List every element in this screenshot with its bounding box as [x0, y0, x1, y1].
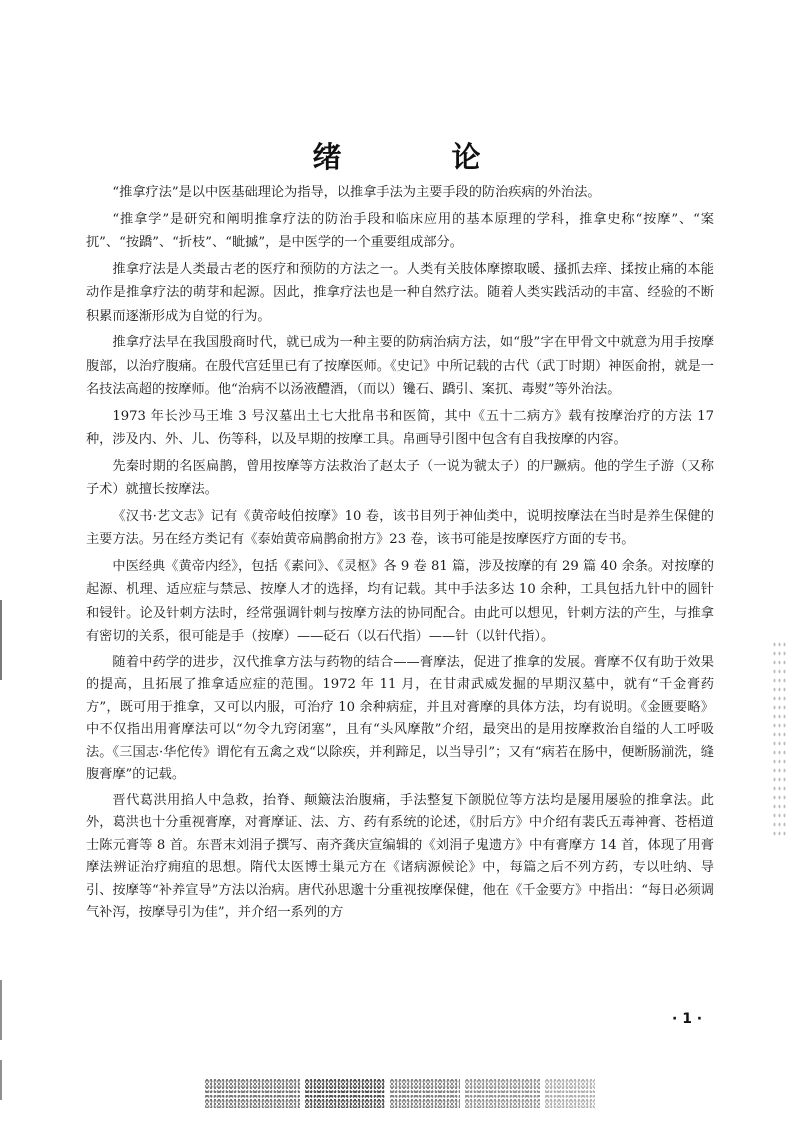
paragraph-10: 晋代葛洪用掐人中急救，抬脊、颠簸法治腹痛，手法整复下颌脱位等方法均是屡用屡验的推拿法。此外，葛洪也十分重视膏摩，对膏摩证、法、方、药有系统的论述，《肘后方》中介绍有裴氏五毒神膏、苍梧道士陈元膏等 8 首。东晋末刘涓子撰写、南齐龚庆宣编辑的《刘涓子鬼遗方》中有膏摩方 14 首，体现了用膏摩法辨证治疗痈疽的思想。隋代太医博士巢元方在《诸病源候论》中，每篇之后不列方药，专以吐纳、导引、按摩等“补养宣导”方法以治病。唐代孙思邈十分重视按摩保健，他在《千金要方》中指出：“每日必须调气补泻，按摩导引为佳”，并介绍一系列的方: [86, 792, 714, 920]
paragraph-1: “推拿疗法”是以中医基础理论为指导，以推拿手法为主要手段的防治疾病的外治法。: [112, 185, 601, 200]
paragraph-7: 《汉书·艺文志》记有《黄帝岐伯按摩》10 卷，该书目列于神仙类中，说明按摩法在当时是养生保健的主要方法。另在经方类记有《泰始黄帝扁鹊俞拊方》23 卷，该书可能是按摩医疗方面的专书。: [86, 508, 714, 547]
paragraph-9: 随着中药学的进步，汉代推拿方法与药物的结合——膏摩法，促进了推拿的发展。膏摩不仅有助于效果的提高，且拓展了推拿适应症的范围。1972 年 11 月，在甘肃武威发掘的早期汉墓中，就有“千金膏药方”，既可用于推拿，又可以内服，可治疗 10 余种病症，并且对膏摩的具体方法，均有说明。《金匮要略》中不仅指出用膏摩法可以“勿令九窍闭塞”，且有“头风摩散”介绍，最突出的是用按摩救治自缢的人工呼吸法。《三国志·华佗传》谓佗有五禽之戏“以除疾，并利蹄足，以当导引”；又有“病若在肠中，便断肠湔洗，缝腹膏摩”的记载。: [86, 654, 714, 782]
scan-margin-line: [0, 980, 2, 1040]
paragraph-5: 1973 年长沙马王堆 3 号汉墓出土七大批帛书和医简，其中《五十二病方》载有按摩治疗的方法 17 种，涉及内、外、儿、伤等科，以及早期的按摩工具。帛画导引图中包含有自我按摩的内容。: [86, 408, 714, 447]
scan-margin-line: [0, 1060, 2, 1100]
paragraph-4: 推拿疗法早在我国殷商时代，就已成为一种主要的防病治病方法，如“殷”字在甲骨文中就意为用手按摩腹部，以治疗腹痛。在殷代宫廷里已有了按摩医师。《史记》中所记载的古代（武丁时期）神医俞拊，就是一名技法高超的按摩师。他“治病不以汤液醴酒，（而以）镵石、蹻引、案扤、毒熨”等外治法。: [86, 335, 714, 397]
paragraph-6: 先秦时期的名医扁鹊，曾用按摩等方法救治了赵太子（一说为虢太子）的尸蹶病。他的学生子游（又称子术）就擅长按摩法。: [86, 458, 714, 497]
paragraph-8: 中医经典《黄帝内经》，包括《素问》、《灵枢》各 9 卷 81 篇，涉及按摩的有 29 篇 40 余条。对按摩的起源、机理、适应症与禁忌、按摩人才的选择，均有记载。其中手法多达 10 余种，工具包括九针中的圆针和锓针。论及针刺方法时，经常强调针刺与按摩方法的协同配合。由此可以想见，针刺方法的产生，与推拿有密切的关系，很可能是手（按摩）——砭石（以石代指）——针（以针代指）。: [86, 558, 714, 644]
scan-bottom-noise: [390, 1078, 460, 1108]
scan-bottom-noise: [205, 1078, 300, 1108]
scan-bottom-noise: [305, 1078, 385, 1108]
scan-margin-line: [0, 600, 2, 680]
paragraph-2: “推拿学”是研究和阐明推拿疗法的防治手段和临床应用的基本原理的学科，推拿史称“按摩”、“案扤”、“按蹻”、“折枝”、“眦摵”，是中医学的一个重要组成部分。: [86, 211, 714, 250]
scan-edge-speckle: [772, 640, 786, 840]
scan-bottom-noise: [465, 1078, 540, 1108]
paragraph-3: 推拿疗法是人类最古老的医疗和预防的方法之一。人类有关肢体摩擦取暖、搔抓去痒、揉按止痛的本能动作是推拿疗法的萌芽和起源。因此，推拿疗法也是一种自然疗法。随着人类实践活动的丰富、经验的不断积累而逐渐形成为自觉的行为。: [86, 261, 714, 324]
chapter-title: 绪 论: [312, 140, 531, 174]
body-text: [86, 181, 714, 928]
page-number: · 1 ·: [672, 1011, 703, 1027]
scan-bottom-noise: [545, 1078, 595, 1108]
